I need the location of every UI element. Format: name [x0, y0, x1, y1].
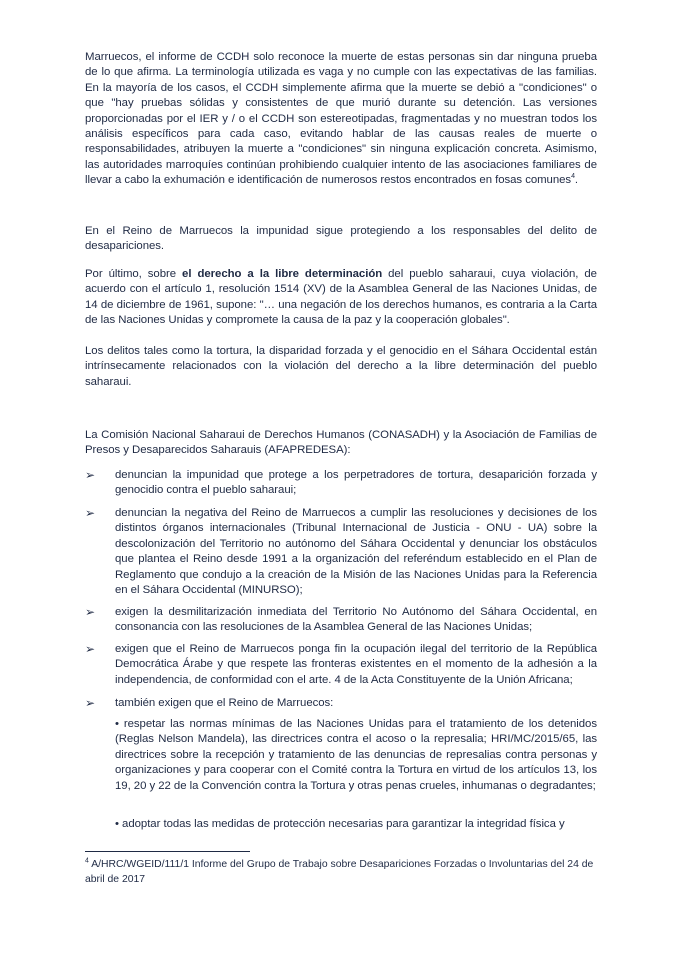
footnote: [85, 857, 597, 888]
arrow-bullet-icon: ➢: [85, 506, 96, 520]
bold-phrase: el derecho a la libre determinación: [182, 268, 383, 280]
arrow-bullet-icon: ➢: [85, 605, 96, 619]
list-item-text: denuncian la impunidad que protege a los perpetradores de tortura, desaparición forzada y genocidio contra el pueblo saharaui;: [115, 469, 597, 497]
paragraph-text-end: del pueblo saharaui, cuya violación, de acuerdo con el artículo 1, resolución 1514 (XV) de la Asamblea General de las Naciones Unidas, de 14 de diciembre de 1961, supone: "… una negación de los derechos humanos, es contraria a la Carta de las Naciones Unidas y compromete la causa de la paz y la cooperación globales".: [85, 268, 597, 327]
paragraph-end: .: [574, 174, 579, 187]
list-item-text: también exigen que el Reino de Marruecos:: [115, 697, 334, 709]
paragraph-impunity: En el Reino de Marruecos la impunidad sigue protegiendo a los responsables del delito de desapariciones.: [85, 225, 597, 253]
paragraph-text: Marruecos, el informe de CCDH solo reconoce la muerte de estas personas sin dar ninguna prueba de lo que afirma. La terminología utilizada es vaga y no cumple con las expectativas de las familias. En la mayoría de los casos, el CCDH simplemente afirma que la muerte se debió a "condiciones" o que "hay pruebas sólidas y consistentes de que murió durante su detención. Las versiones proporcionadas por el IER y / o el CCDH son estereotipadas, fragmentadas y no muestran todos los análisis específicos para cada caso, evitando hablar de las causas reales de muerte o responsabilidades, atribuyen la muerte a "condiciones" sin ninguna explicación concreta. Asimismo, las autoridades marroquíes continúan prohibiendo cualquier intento de las asociaciones familiares de llevar a cabo la exhumación e identificación de numerosos restos encontrados en fosas comunes: [85, 51, 597, 187]
arrow-bullet-icon: ➢: [85, 468, 96, 482]
footnote-marker: 4: [85, 857, 89, 865]
list-item-text: exigen la desmilitarización inmediata del Territorio No Autónomo del Sáhara Occidental, en consonancia con las resoluciones de la Asamblea General de las Naciones Unidas;: [115, 606, 597, 634]
arrow-bullet-icon: ➢: [85, 696, 96, 710]
paragraph-ccdh-report: [85, 50, 597, 189]
paragraph-crimes: Los delitos tales como la tortura, la disparidad forzada y el genocidio en el Sáhara Occidental están intrínsecamente relacionados con la violación del derecho a la libre determinación del pueblo saharaui.: [85, 345, 597, 388]
list-item-text: exigen que el Reino de Marruecos ponga fin la ocupación ilegal del territorio de la República Democrática Árabe y que respete las fronteras existentes en el momento de la adhesión a la independencia, de conformidad con el arte. 4 de la Acta Constituyente de la Unión Africana;: [115, 643, 597, 686]
paragraph-self-determination: [85, 267, 597, 329]
sub-list-item: • respetar las normas mínimas de las Naciones Unidas para el tratamiento de los detenidos (Reglas Nelson Mandela), las directrices contra el acoso o la represalia; HRI/MC/2015/65, las directrices sobre la recepción y tratamiento de las denuncias de represalias contra personas y organizaciones y para cooperar con el Comité contra la Tortura en virtud de los artículos 13, los 19, 20 y 22 de la Convención contra la Tortura y otras penas crueles, inhumanas o degradantes;: [115, 718, 597, 792]
list-item-text: denuncian la negativa del Reino de Marruecos a cumplir las resoluciones y decisiones de los distintos órganos internacionales (Tribunal Internacional de Justicia - ONU - UA) sobre la descolonización del Territorio no autónomo del Sáhara Occidental y denunciar los obstáculos que plantea el Reino desde 1991 a la organización del referéndum establecido en el Plan de Reglamento que condujo a la creación de la Misión de las Naciones Unidas para la Referencia en el Sáhara Occidental (MINURSO);: [115, 507, 597, 597]
paragraph-organizations: La Comisión Nacional Saharaui de Derechos Humanos (CONASADH) y la Asociación de Familias de Presos y Desaparecidos Saharauis (AFAPREDESA):: [85, 429, 597, 457]
footnote-reference: 4: [571, 173, 575, 181]
footnote-divider: [85, 851, 250, 852]
footnote-text: A/HRC/WGEID/111/1 Informe del Grupo de Trabajo sobre Desapariciones Forzadas o Involuntarias del 24 de abril de 2017: [85, 859, 594, 886]
arrow-bullet-icon: ➢: [85, 642, 96, 656]
paragraph-text-start: Por último, sobre: [85, 268, 183, 280]
sub-list-item: • adoptar todas las medidas de protección necesarias para garantizar la integridad física y: [115, 818, 565, 830]
